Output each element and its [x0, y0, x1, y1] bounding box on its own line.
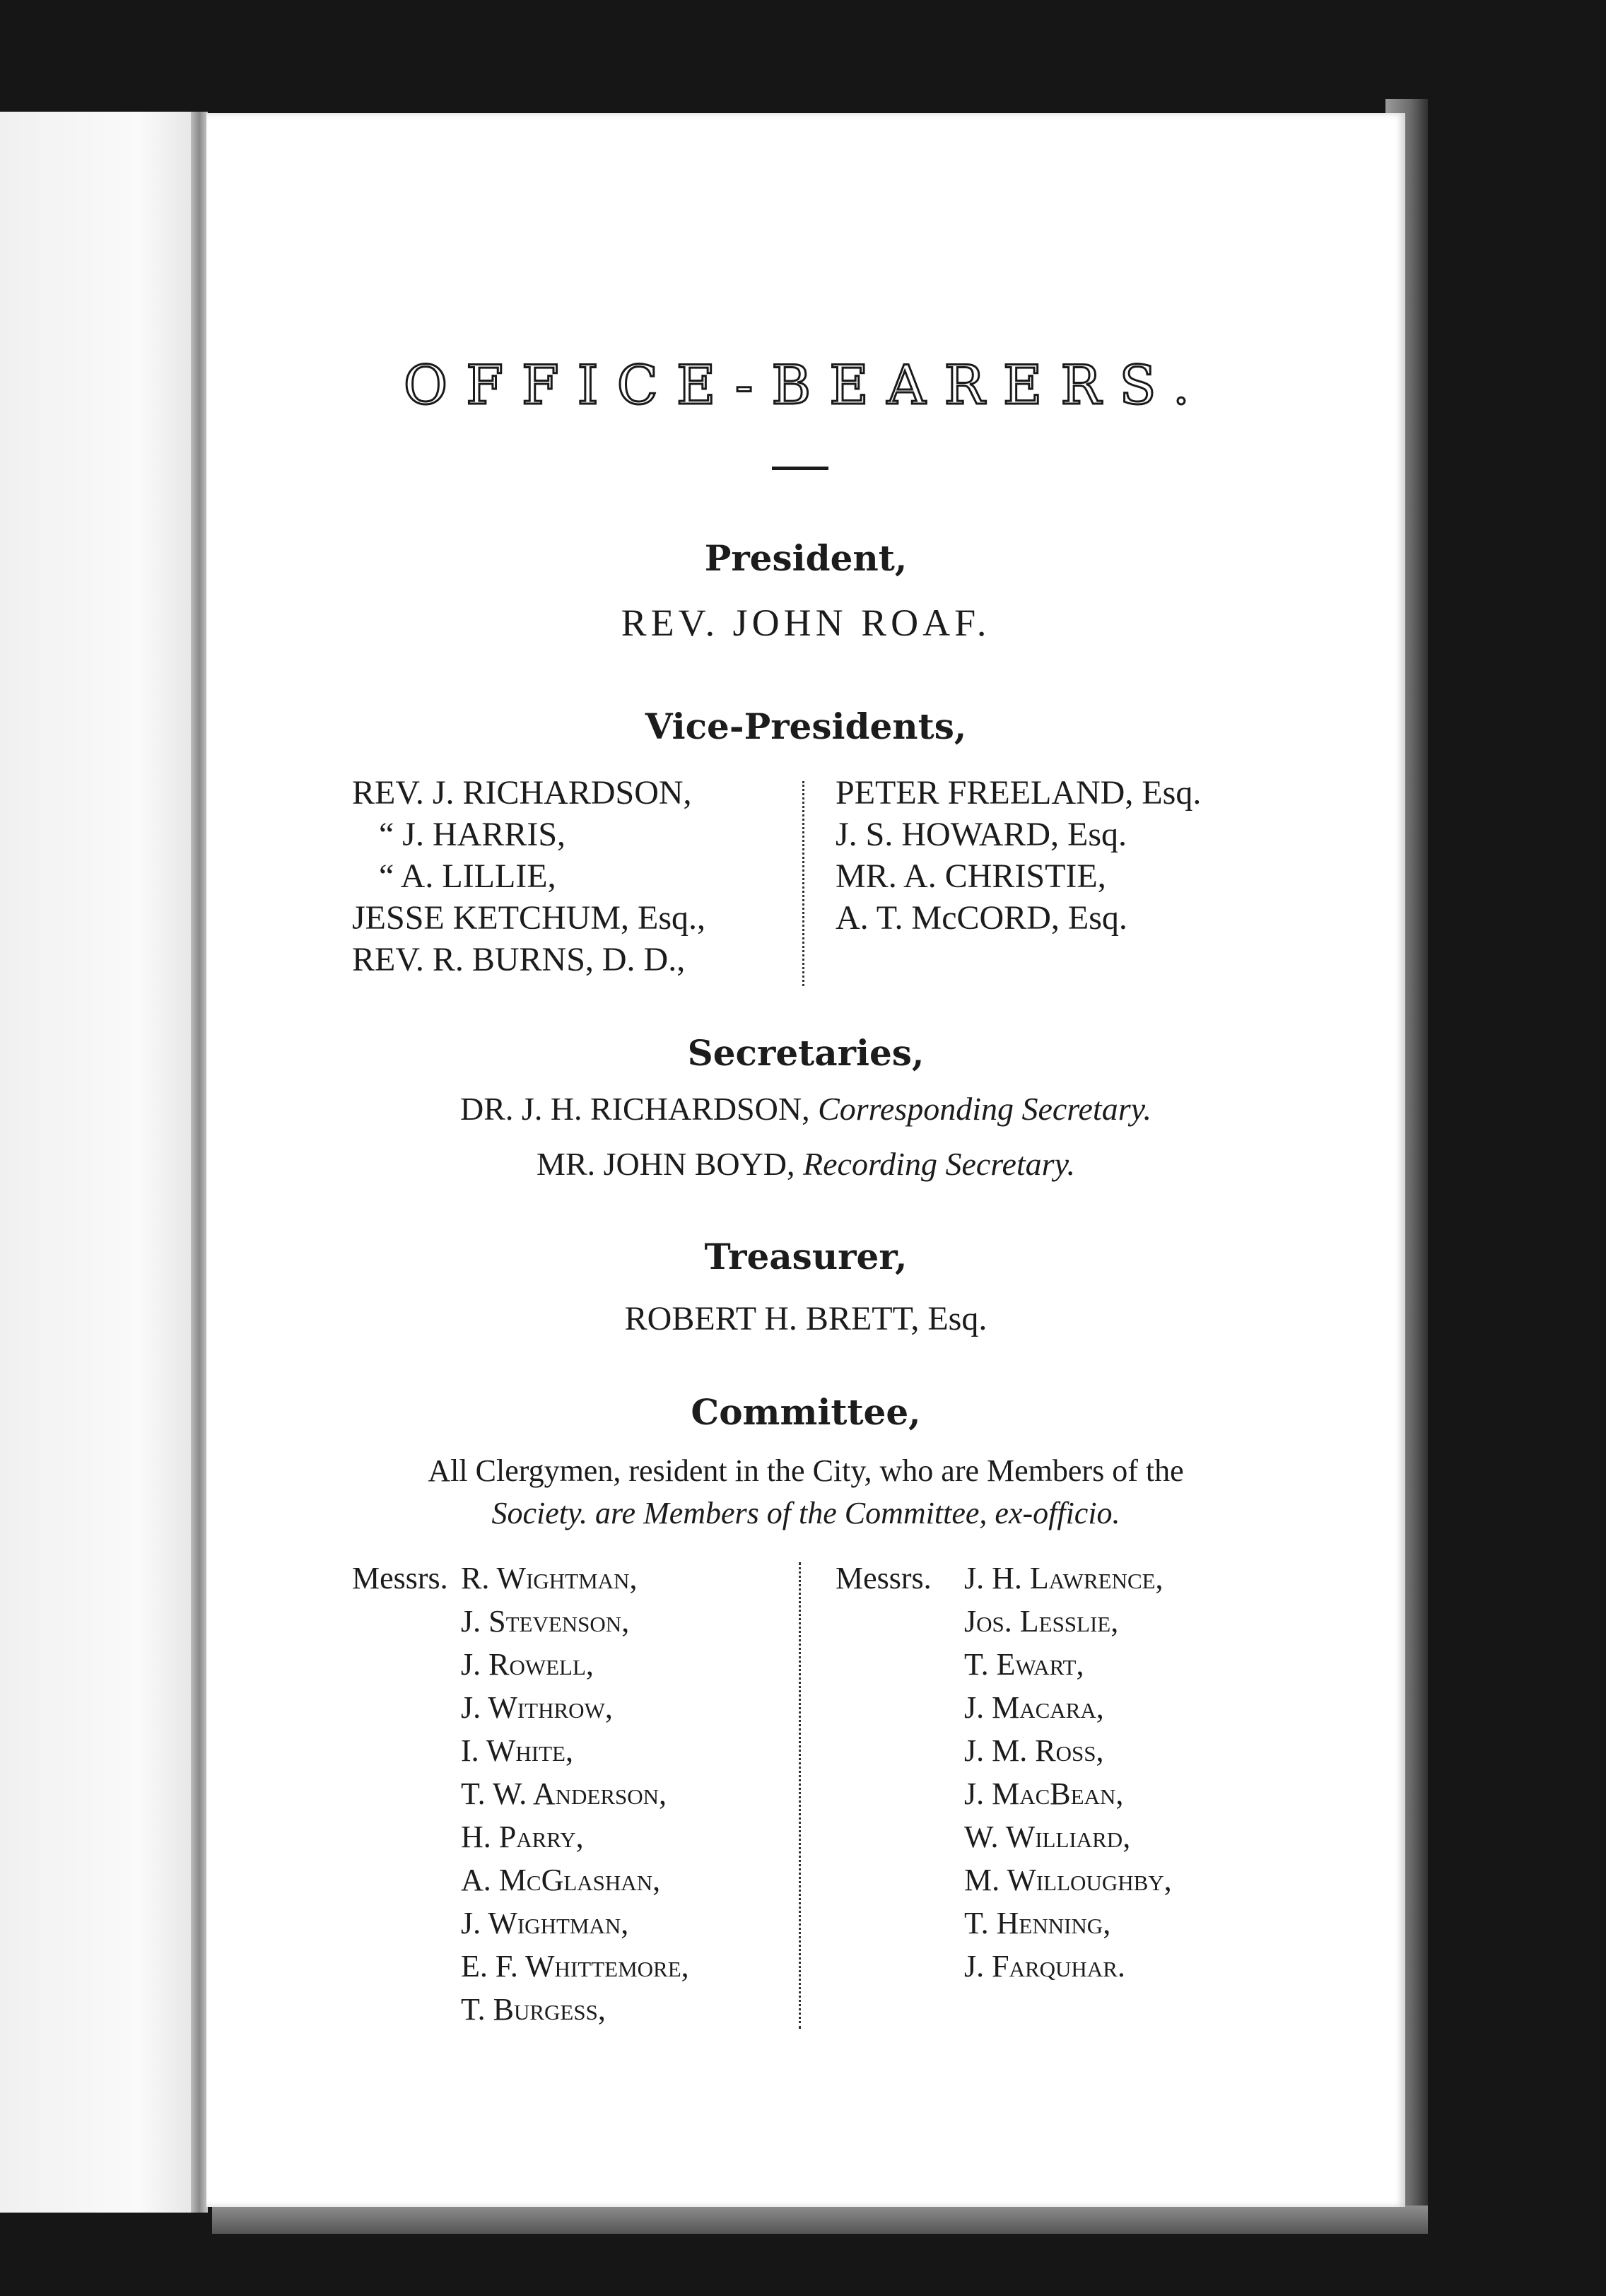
- vice-president-entry: A. T. McCORD, Esq.: [836, 899, 1127, 937]
- secretary-role: Recording Secretary.: [803, 1146, 1075, 1182]
- committee-right-column: [964, 1557, 1172, 1988]
- vice-president-entry: J. S. HOWARD, Esq.: [836, 816, 1127, 853]
- book-gutter: [191, 112, 208, 2213]
- committee-member: J. Withrow,: [461, 1690, 613, 1725]
- committee-member: J. Stevenson,: [461, 1604, 630, 1639]
- committee-member: H. Parry,: [461, 1820, 584, 1854]
- committee-member: Jos. Lesslie,: [964, 1604, 1119, 1639]
- president-heading: President,: [704, 537, 908, 579]
- secretary-role: Corresponding Secretary.: [818, 1091, 1151, 1127]
- secretary-name: MR. JOHN BOYD,: [537, 1146, 795, 1182]
- secretary-line-recording: [206, 1145, 1405, 1183]
- vice-presidents-left-column: [352, 772, 705, 980]
- vice-president-entry: “ A. LILLIE,: [379, 857, 556, 895]
- president-name: REV. JOHN ROAF.: [621, 602, 991, 644]
- committee-member: T. Burgess,: [461, 1992, 606, 2027]
- committee-left-prefix: Messrs.: [352, 1561, 448, 1595]
- committee-member: J. M. Ross,: [964, 1733, 1104, 1768]
- committee-member: J. MacBean,: [964, 1776, 1124, 1811]
- committee-member: J. Rowell,: [461, 1647, 594, 1682]
- facing-page: [0, 112, 199, 2213]
- committee-note-line2: Society. are Members of the Committee, ex-officio.: [491, 1496, 1120, 1530]
- committee-heading: Committee,: [691, 1391, 921, 1433]
- document-page: [206, 113, 1405, 2207]
- committee-member: W. Williard,: [964, 1820, 1131, 1854]
- committee-member: J. Farquhar.: [964, 1949, 1125, 1984]
- vice-president-entry: JESSE KETCHUM, Esq.,: [352, 899, 706, 937]
- vice-president-entry: REV. R. BURNS, D. D.,: [352, 941, 686, 978]
- vice-president-entry: “ J. HARRIS,: [379, 816, 566, 853]
- column-divider: [802, 781, 804, 986]
- committee-member: J. H. Lawrence,: [964, 1561, 1164, 1595]
- treasurer-heading: Treasurer,: [704, 1236, 908, 1277]
- column-divider: [799, 1562, 801, 2029]
- committee-member: E. F. Whittemore,: [461, 1949, 689, 1984]
- committee-member: R. Wightman,: [461, 1561, 638, 1595]
- committee-right-prefix: Messrs.: [836, 1561, 932, 1595]
- committee-note-line1: All Clergymen, resident in the City, who are Members of the: [428, 1453, 1184, 1488]
- committee-member: T. Henning,: [964, 1906, 1111, 1940]
- committee-member: T. Ewart,: [964, 1647, 1084, 1682]
- secretary-name: DR. J. H. RICHARDSON,: [460, 1091, 810, 1127]
- committee-member: I. White,: [461, 1733, 573, 1768]
- committee-member: J. Wightman,: [461, 1906, 629, 1940]
- vice-president-entry: PETER FREELAND, Esq.: [836, 774, 1202, 812]
- secretaries-heading: Secretaries,: [687, 1032, 925, 1074]
- committee-member: J. Macara,: [964, 1690, 1104, 1725]
- page-title: OFFICE-BEARERS.: [403, 353, 1209, 416]
- treasurer-name: ROBERT H. BRETT, Esq.: [624, 1300, 987, 1337]
- vice-presidents-right-column: [836, 772, 1201, 939]
- vice-president-entry: MR. A. CHRISTIE,: [836, 857, 1106, 895]
- page-bottom-edge: [212, 2206, 1428, 2234]
- committee-member: M. Willoughby,: [964, 1863, 1172, 1897]
- committee-left-column: [461, 1557, 689, 2031]
- title-rule: [772, 467, 828, 470]
- vice-presidents-heading: Vice-Presidents,: [645, 705, 967, 747]
- secretary-line-corresponding: [206, 1090, 1405, 1128]
- committee-member: T. W. Anderson,: [461, 1776, 667, 1811]
- committee-member: A. McGlashan,: [461, 1863, 661, 1897]
- vice-president-entry: REV. J. RICHARDSON,: [352, 774, 692, 812]
